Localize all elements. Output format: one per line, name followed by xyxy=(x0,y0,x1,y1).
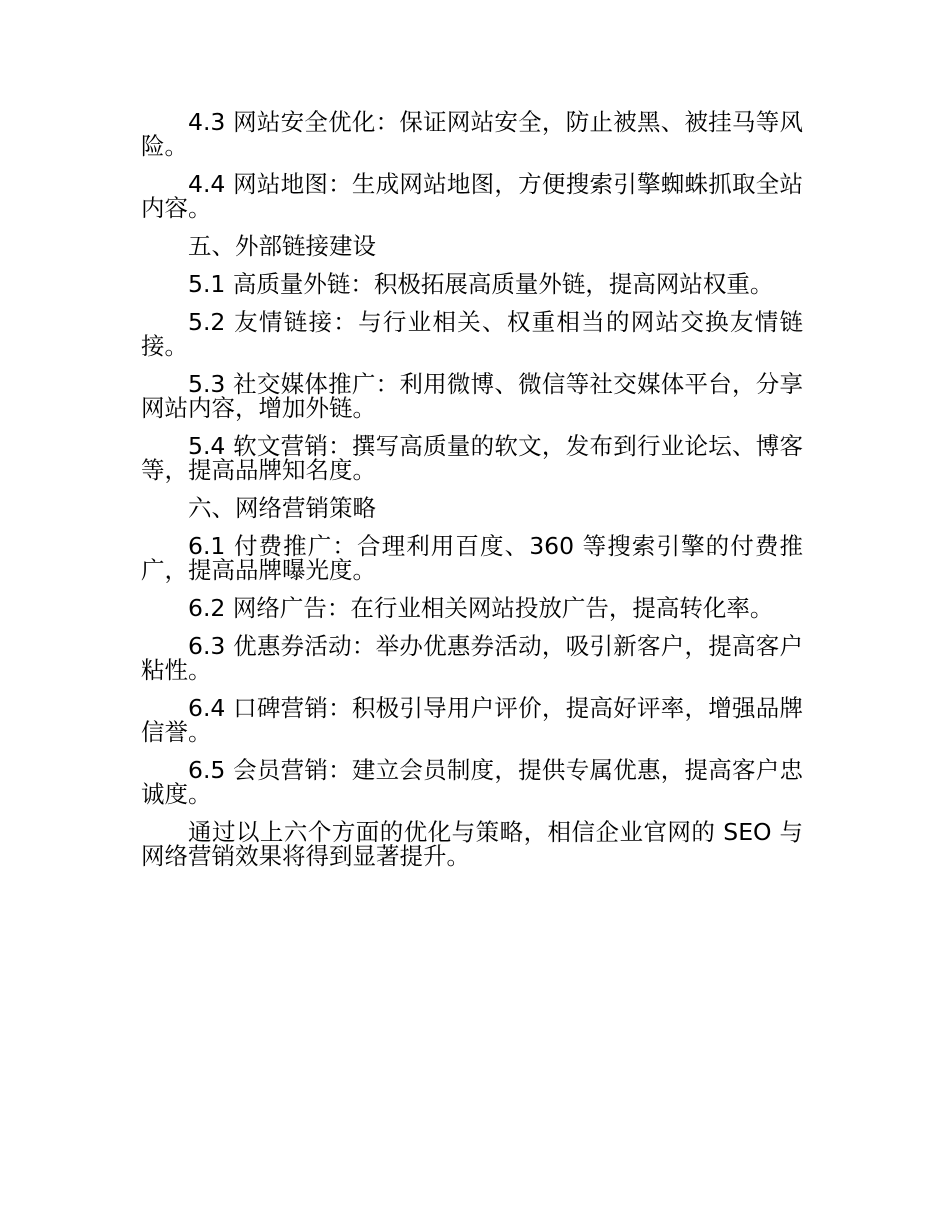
paragraph-6-4-word-of-mouth: 6.4 口碑营销：积极引导用户评价，提高好评率，增强品牌信誉。 xyxy=(141,694,803,746)
section-heading-5-external-links: 五、外部链接建设 xyxy=(188,232,376,260)
paragraph-5-2-friend-links: 5.2 友情链接：与行业相关、权重相当的网站交换友情链接。 xyxy=(141,308,803,360)
paragraph-6-5-membership: 6.5 会员营销：建立会员制度，提供专属优惠，提高客户忠诚度。 xyxy=(141,756,803,808)
paragraph-6-2-online-ads: 6.2 网络广告：在行业相关网站投放广告，提高转化率。 xyxy=(188,594,774,622)
paragraph-5-3-social-media: 5.3 社交媒体推广：利用微博、微信等社交媒体平台，分享网站内容，增加外链。 xyxy=(141,370,803,422)
paragraph-5-4-soft-articles: 5.4 软文营销：撰写高质量的软文，发布到行业论坛、博客等，提高品牌知名度。 xyxy=(141,432,803,484)
document-body xyxy=(141,106,803,878)
paragraph-conclusion: 通过以上六个方面的优化与策略，相信企业官网的 SEO 与网络营销效果将得到显著提升。 xyxy=(141,818,803,870)
paragraph-6-1-paid-promotion: 6.1 付费推广：合理利用百度、360 等搜索引擎的付费推广，提高品牌曝光度。 xyxy=(141,532,803,584)
paragraph-5-1-quality-links: 5.1 高质量外链：积极拓展高质量外链，提高网站权重。 xyxy=(188,270,774,298)
paragraph-4-3-security: 4.3 网站安全优化：保证网站安全，防止被黑、被挂马等风险。 xyxy=(141,108,803,160)
section-heading-6-marketing: 六、网络营销策略 xyxy=(188,494,376,522)
paragraph-4-4-sitemap: 4.4 网站地图：生成网站地图，方便搜索引擎蜘蛛抓取全站内容。 xyxy=(141,170,803,222)
paragraph-6-3-coupons: 6.3 优惠券活动：举办优惠券活动，吸引新客户，提高客户粘性。 xyxy=(141,632,803,684)
